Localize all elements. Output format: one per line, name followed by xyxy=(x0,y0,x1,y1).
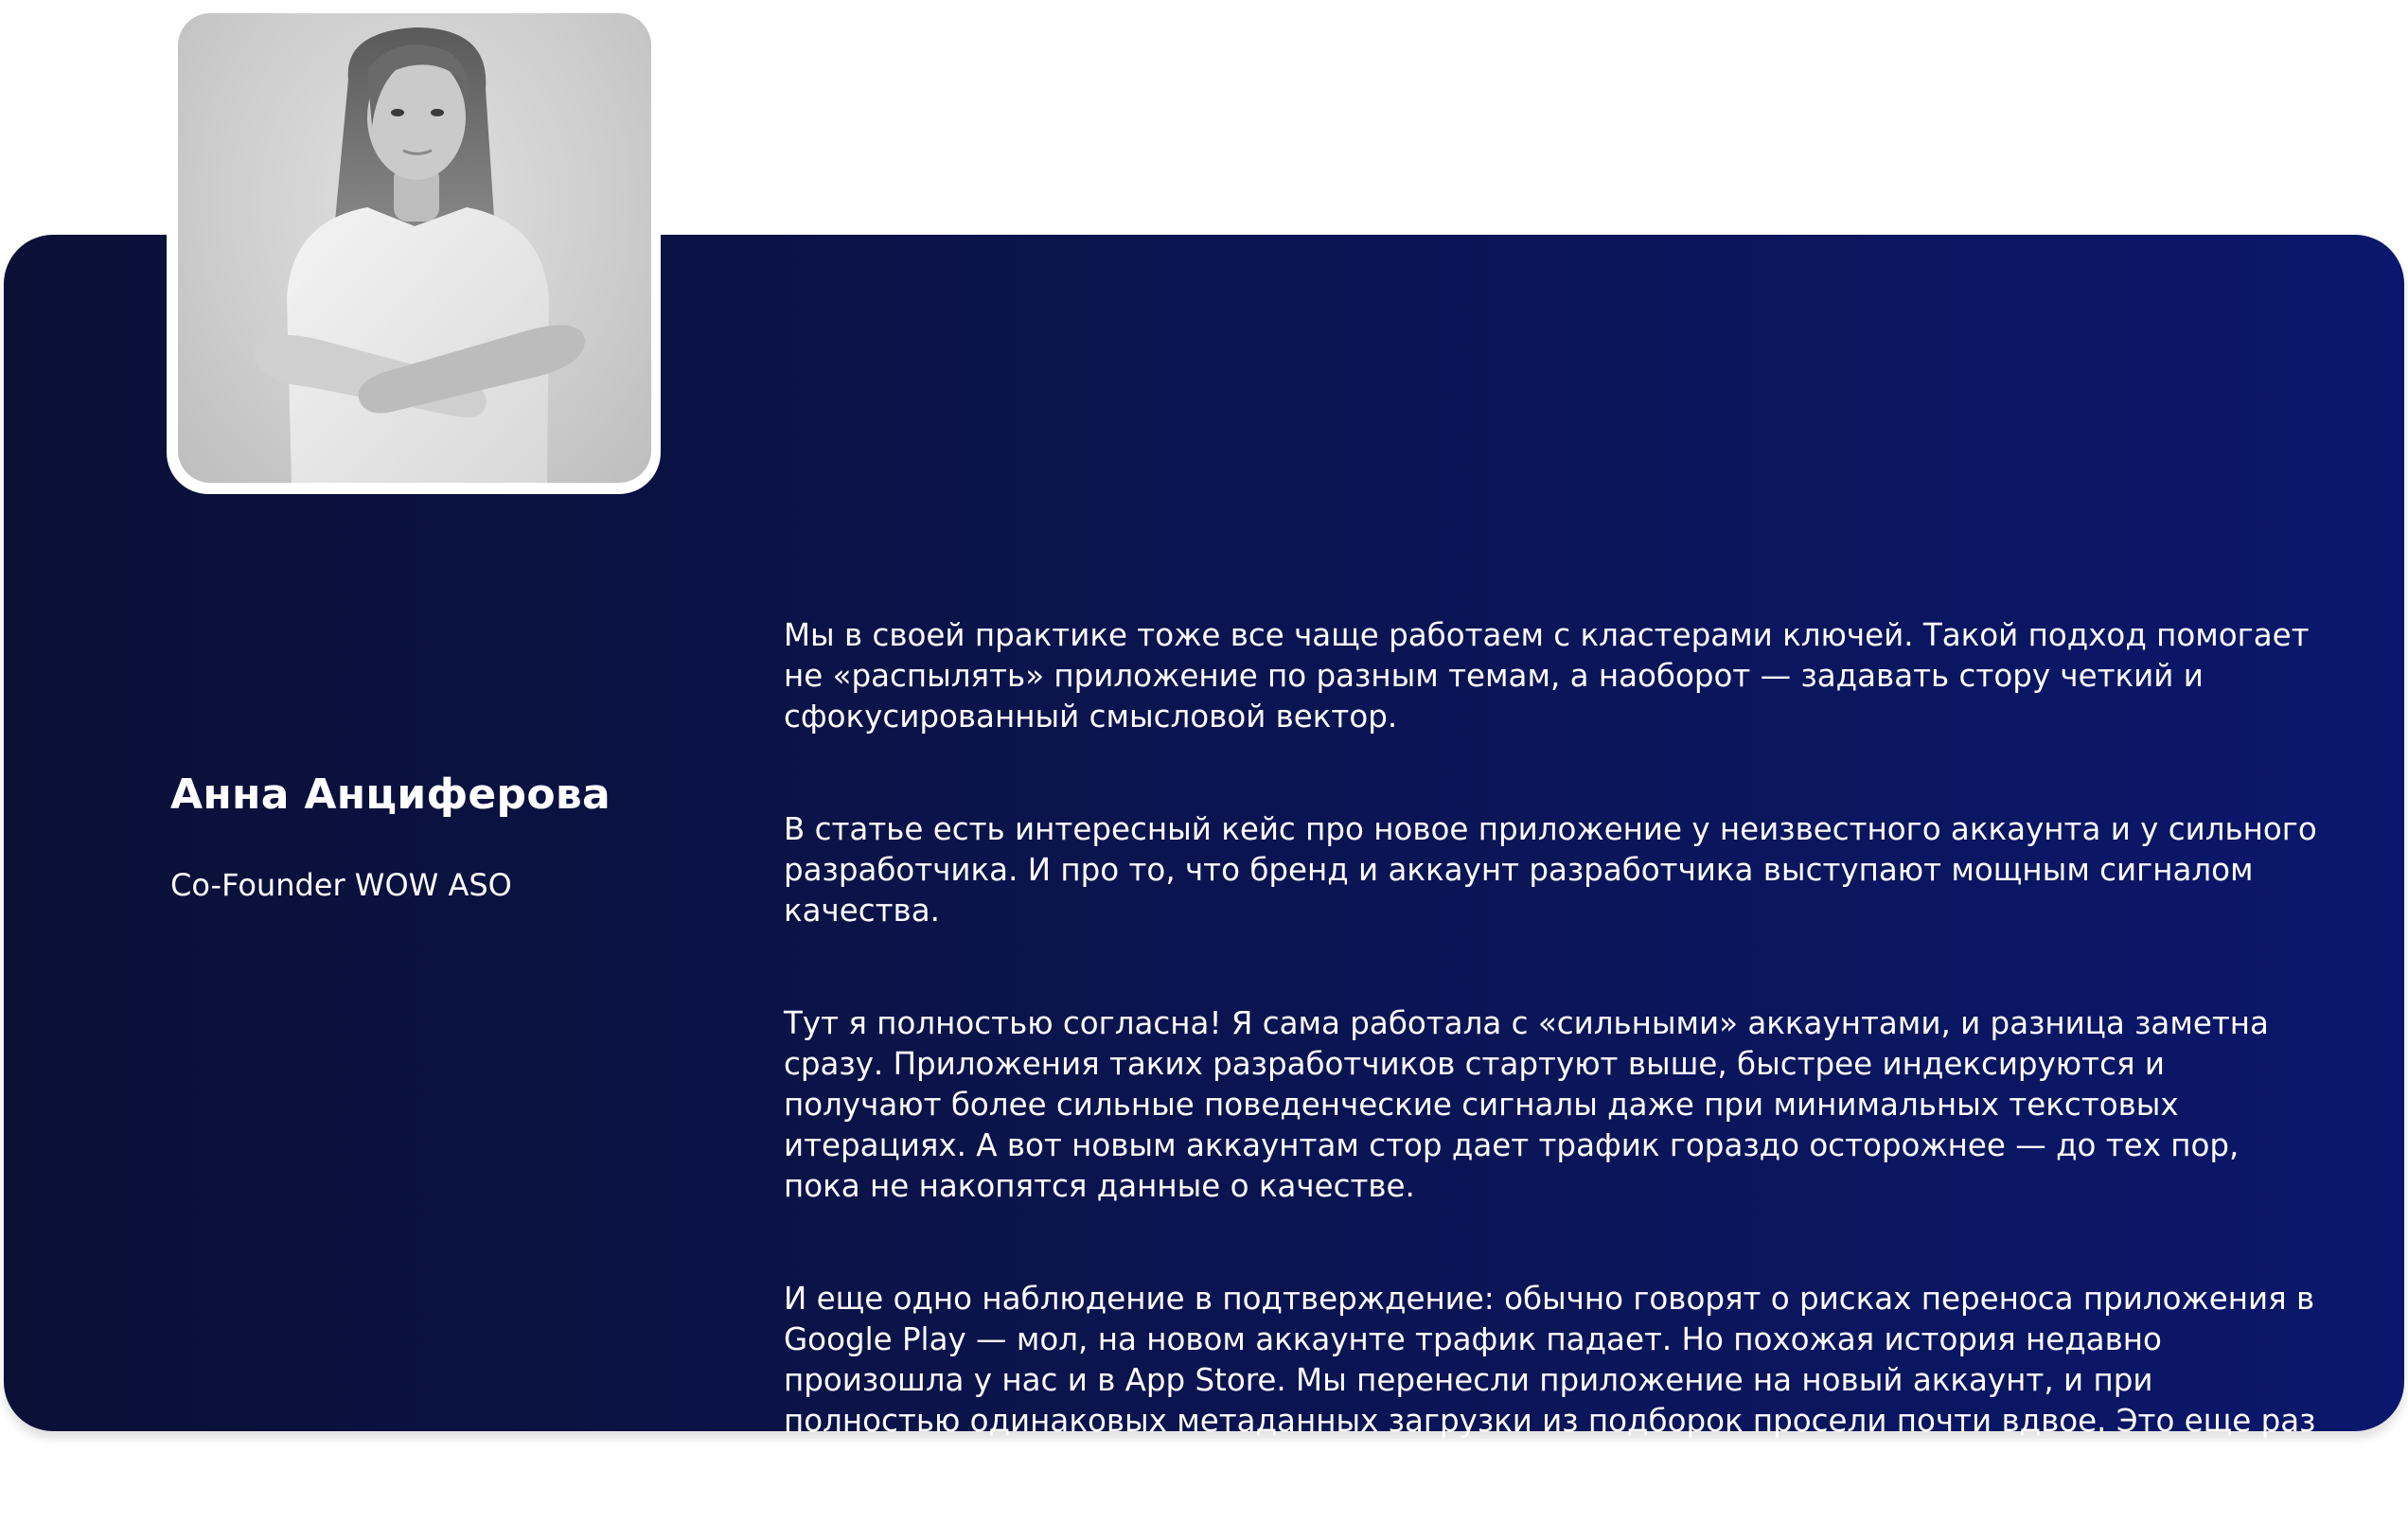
avatar-frame xyxy=(167,6,661,494)
person-name: Анна Анциферова xyxy=(170,770,611,819)
person-role: Co-Founder WOW ASO xyxy=(170,867,512,903)
avatar xyxy=(178,13,651,483)
quote-paragraph: И еще одно наблюдение в подтверждение: обычно говорят о рисках переноса приложения в Google Play — мол, на новом аккаунте трафик падает. Но похожая история недавно произошла у нас и в App Store. Мы перенесли приложение на новый аккаунт, и при полностью одинаковых метаданных загрузки из подборок просели почти вдвое. Это еще раз подтверждает, что репутация аккаунта — реальный фактор, который напрямую влияет на органику. xyxy=(784,1281,2316,1520)
quote-paragraph: Тут я полностью согласна! Я сама работала с «сильными» аккаунтами, и разница заметна сразу. Приложения таких разработчиков стартуют выше, быстрее индексируются и получают более сильные поведенческие сигналы даже при минимальных текстовых итерациях. А вот новым аккаунтам стор дает трафик гораздо осторожнее — до тех пор, пока не накопятся данные о качестве. xyxy=(784,1005,2269,1204)
quote-paragraph: Мы в своей практике тоже все чаще работаем с кластерами ключей. Такой подход помогает не «распылять» приложение по разным темам, а наоборот — задавать стору четкий и сфокусированный смысловой вектор. xyxy=(784,617,2310,735)
quote-text xyxy=(784,615,2317,1523)
person-portrait-illustration xyxy=(178,13,651,483)
quote-paragraph: В статье есть интересный кейс про новое приложение у неизвестного аккаунта и у сильного разработчика. И про то, что бренд и аккаунт разработчика выступают мощным сигналом качества. xyxy=(784,811,2317,929)
